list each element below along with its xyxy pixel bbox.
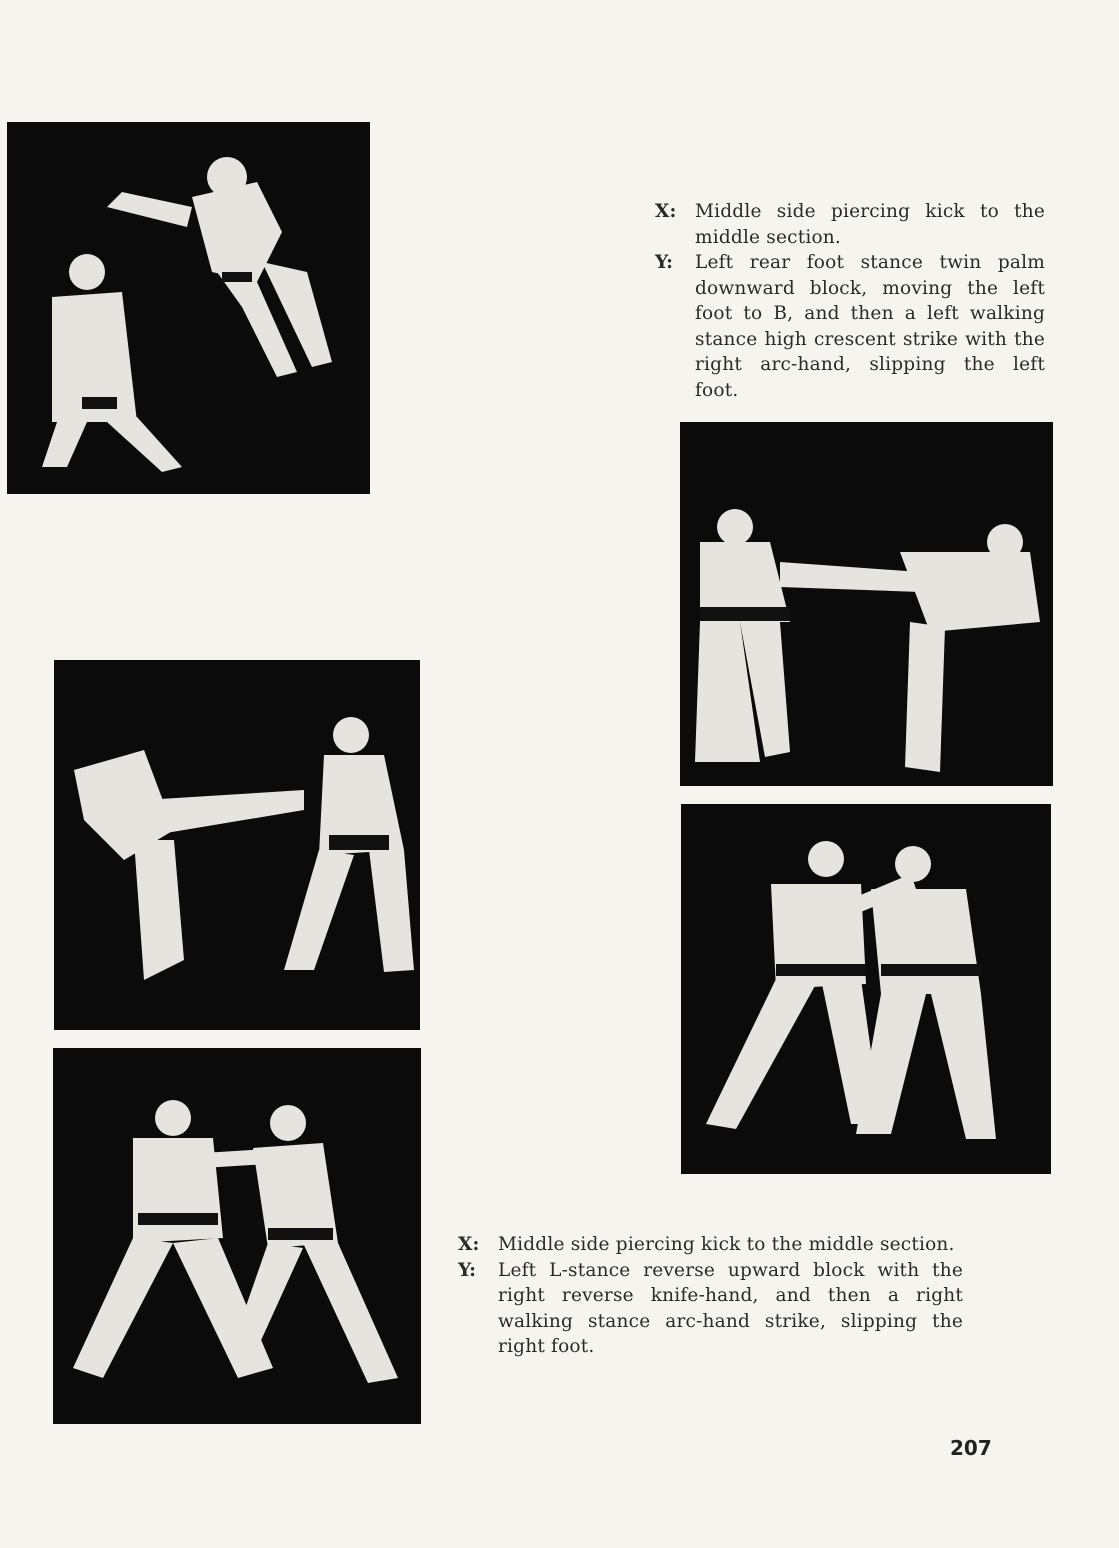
photo-arc-hand-strike	[53, 1048, 421, 1424]
photo-flying-kick	[7, 122, 370, 494]
photo-side-kick-right	[680, 422, 1053, 786]
caption-key: Y:	[458, 1259, 477, 1281]
caption-item-x	[458, 1232, 963, 1258]
photo-crescent-strike-figures	[681, 804, 1051, 1174]
photo-side-kick-left-figures	[54, 660, 420, 1030]
photo-arc-hand-strike-figures	[53, 1048, 421, 1424]
photo-side-kick-right-figures	[680, 422, 1053, 786]
caption-text: Middle side piercing kick to the middle section.	[695, 201, 1045, 248]
photo-flying-kick-figures	[7, 122, 370, 494]
caption-key: X:	[458, 1234, 480, 1255]
caption-text: Left L-stance reverse upward block with the right reverse knife-hand, and then a right walking stance arc-hand strike, slipping the right foot.	[498, 1259, 963, 1357]
page-number: 207	[950, 1436, 992, 1460]
caption-item-x	[655, 199, 1045, 250]
caption-lower	[458, 1232, 963, 1360]
caption-text: Left rear foot stance twin palm downward block, moving the left foot to B, and then a left walking stance high crescent strike with the right arc-hand, slipping the left foot.	[695, 252, 1045, 401]
caption-key: Y:	[655, 252, 674, 273]
caption-item-y	[458, 1258, 963, 1360]
caption-key: X:	[655, 201, 677, 222]
caption-item-y	[655, 250, 1045, 403]
photo-crescent-strike	[681, 804, 1051, 1174]
photo-side-kick-left	[54, 660, 420, 1030]
caption-text: Middle side piercing kick to the middle section.	[498, 1234, 955, 1255]
caption-upper	[655, 199, 1045, 403]
